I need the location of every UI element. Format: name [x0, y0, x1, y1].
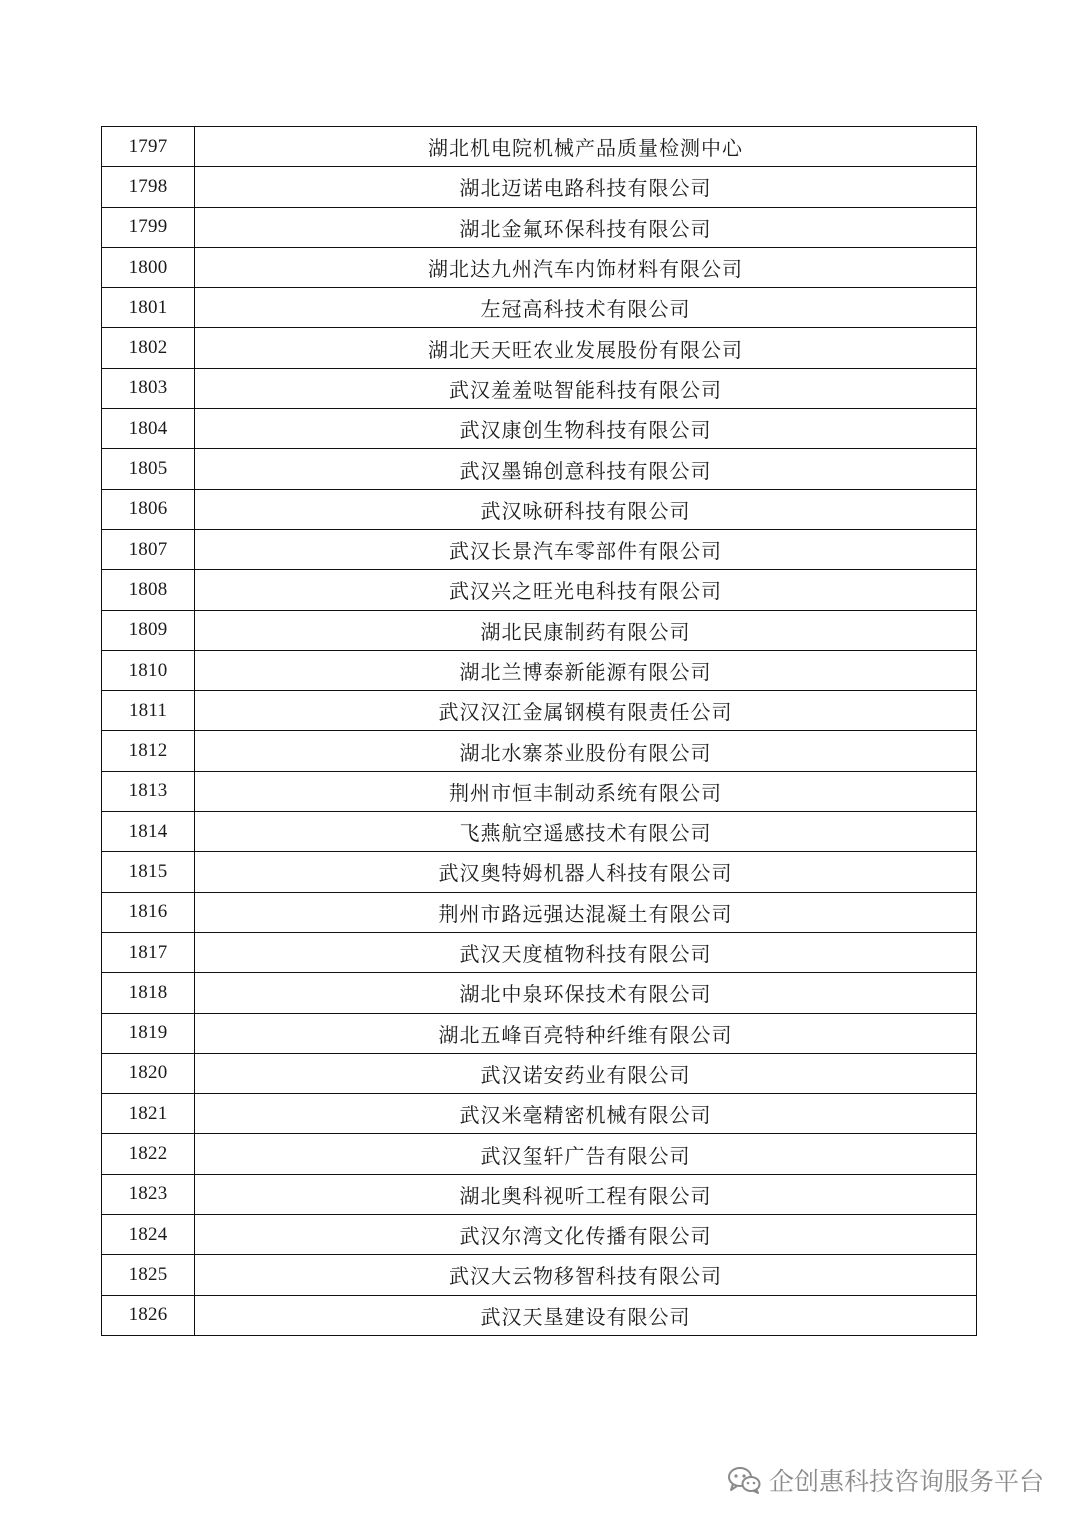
- company-list-body: [102, 127, 977, 1336]
- company-name: 武汉奥特姆机器人科技有限公司: [195, 852, 977, 892]
- row-number: 1804: [102, 409, 195, 449]
- row-number: 1823: [102, 1174, 195, 1214]
- row-number: 1819: [102, 1013, 195, 1053]
- table-row: [102, 449, 977, 489]
- row-number: 1817: [102, 932, 195, 972]
- company-name: 武汉兴之旺光电科技有限公司: [195, 570, 977, 610]
- company-list-table: [101, 126, 977, 1336]
- row-number: 1825: [102, 1255, 195, 1295]
- table-row: [102, 771, 977, 811]
- company-name: 湖北天天旺农业发展股份有限公司: [195, 328, 977, 368]
- table-row: [102, 691, 977, 731]
- table-row: [102, 368, 977, 408]
- company-name: 武汉汉江金属钢模有限责任公司: [195, 691, 977, 731]
- table-row: [102, 409, 977, 449]
- row-number: 1816: [102, 892, 195, 932]
- company-name: 湖北达九州汽车内饰材料有限公司: [195, 247, 977, 287]
- table-row: [102, 1215, 977, 1255]
- table-row: [102, 1255, 977, 1295]
- wechat-icon: [727, 1465, 761, 1495]
- row-number: 1824: [102, 1215, 195, 1255]
- company-name: 武汉天度植物科技有限公司: [195, 932, 977, 972]
- company-name: 湖北民康制药有限公司: [195, 610, 977, 650]
- table-row: [102, 529, 977, 569]
- company-name: 荆州市路远强达混凝土有限公司: [195, 892, 977, 932]
- table-row: [102, 1013, 977, 1053]
- row-number: 1799: [102, 207, 195, 247]
- row-number: 1809: [102, 610, 195, 650]
- table-row: [102, 650, 977, 690]
- company-name: 武汉天垦建设有限公司: [195, 1295, 977, 1335]
- company-name: 湖北金氟环保科技有限公司: [195, 207, 977, 247]
- company-name: 荆州市恒丰制动系统有限公司: [195, 771, 977, 811]
- table-row: [102, 892, 977, 932]
- table-row: [102, 489, 977, 529]
- company-name: 武汉长景汽车零部件有限公司: [195, 529, 977, 569]
- table-row: [102, 570, 977, 610]
- table-row: [102, 1134, 977, 1174]
- row-number: 1797: [102, 127, 195, 167]
- row-number: 1803: [102, 368, 195, 408]
- row-number: 1798: [102, 167, 195, 207]
- company-name: 武汉墨锦创意科技有限公司: [195, 449, 977, 489]
- row-number: 1802: [102, 328, 195, 368]
- table-row: [102, 167, 977, 207]
- row-number: 1800: [102, 247, 195, 287]
- company-name: 湖北水寨茶业股份有限公司: [195, 731, 977, 771]
- table-row: [102, 610, 977, 650]
- table-row: [102, 1295, 977, 1335]
- table-row: [102, 1174, 977, 1214]
- table-row: [102, 812, 977, 852]
- company-name: 湖北中泉环保技术有限公司: [195, 973, 977, 1013]
- row-number: 1807: [102, 529, 195, 569]
- row-number: 1811: [102, 691, 195, 731]
- company-name: 湖北奥科视听工程有限公司: [195, 1174, 977, 1214]
- company-name: 湖北机电院机械产品质量检测中心: [195, 127, 977, 167]
- table-row: [102, 127, 977, 167]
- company-name: 湖北迈诺电路科技有限公司: [195, 167, 977, 207]
- company-name: 武汉康创生物科技有限公司: [195, 409, 977, 449]
- table-row: [102, 973, 977, 1013]
- company-name: 武汉尔湾文化传播有限公司: [195, 1215, 977, 1255]
- table-row: [102, 288, 977, 328]
- table-row: [102, 247, 977, 287]
- table-row: [102, 932, 977, 972]
- row-number: 1806: [102, 489, 195, 529]
- company-name: 武汉羞羞哒智能科技有限公司: [195, 368, 977, 408]
- row-number: 1820: [102, 1053, 195, 1093]
- company-name: 飞燕航空遥感技术有限公司: [195, 812, 977, 852]
- table-row: [102, 207, 977, 247]
- table-row: [102, 328, 977, 368]
- row-number: 1821: [102, 1094, 195, 1134]
- row-number: 1812: [102, 731, 195, 771]
- table-row: [102, 852, 977, 892]
- row-number: 1826: [102, 1295, 195, 1335]
- row-number: 1810: [102, 650, 195, 690]
- company-name: 湖北五峰百亮特种纤维有限公司: [195, 1013, 977, 1053]
- company-name: 武汉咏研科技有限公司: [195, 489, 977, 529]
- watermark-text: 企创惠科技咨询服务平台: [768, 1467, 1044, 1496]
- row-number: 1813: [102, 771, 195, 811]
- table-row: [102, 1094, 977, 1134]
- row-number: 1815: [102, 852, 195, 892]
- company-name: 武汉玺轩广告有限公司: [195, 1134, 977, 1174]
- company-name: 武汉大云物移智科技有限公司: [195, 1255, 977, 1295]
- company-name: 左冠高科技术有限公司: [195, 288, 977, 328]
- company-name: 武汉诺安药业有限公司: [195, 1053, 977, 1093]
- row-number: 1818: [102, 973, 195, 1013]
- row-number: 1805: [102, 449, 195, 489]
- row-number: 1814: [102, 812, 195, 852]
- company-name: 武汉米毫精密机械有限公司: [195, 1094, 977, 1134]
- row-number: 1808: [102, 570, 195, 610]
- row-number: 1822: [102, 1134, 195, 1174]
- table-row: [102, 1053, 977, 1093]
- company-name: 湖北兰博泰新能源有限公司: [195, 650, 977, 690]
- watermark: [727, 1463, 1044, 1497]
- table-row: [102, 731, 977, 771]
- row-number: 1801: [102, 288, 195, 328]
